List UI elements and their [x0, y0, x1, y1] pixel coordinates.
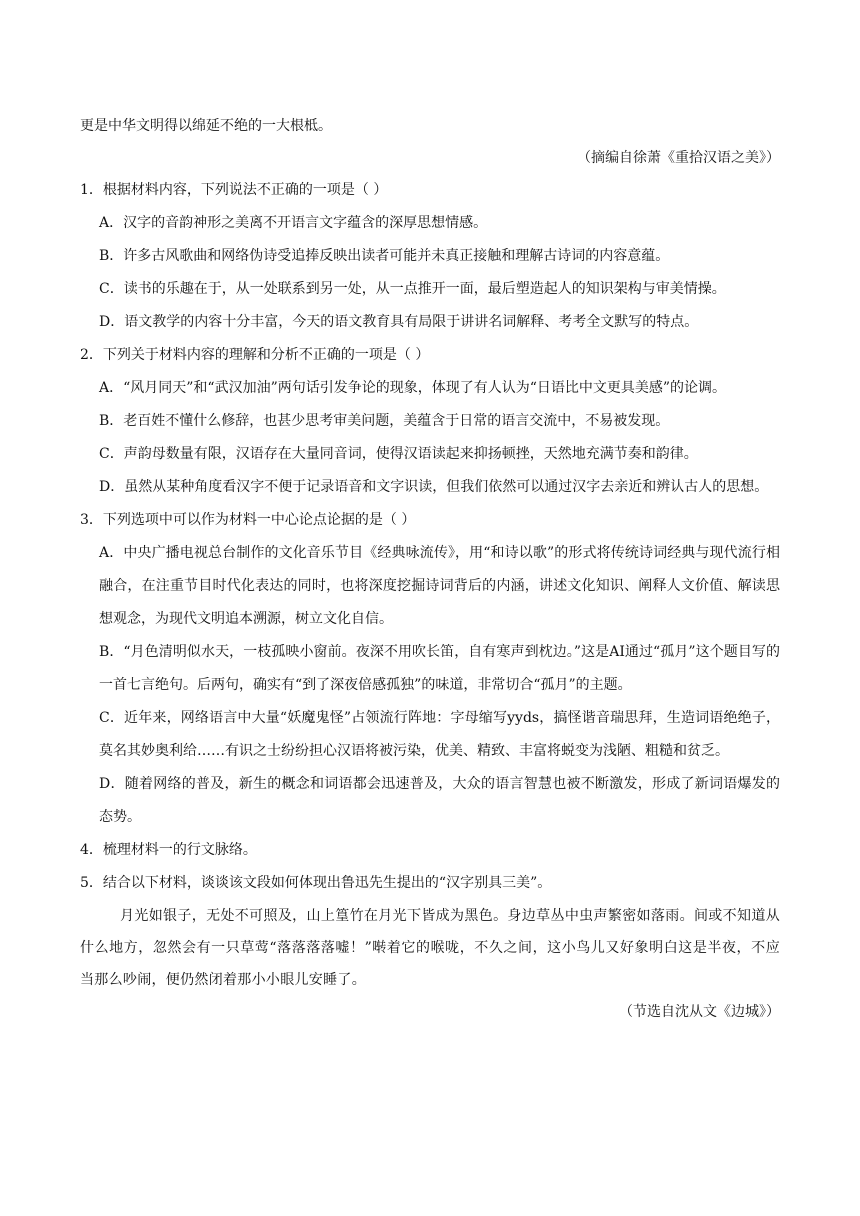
- question-stem: 3．下列选项中可以作为材料一中心论点论据的是（ ）: [80, 512, 416, 528]
- option-a: A．汉字的音韵神形之美离不开语言文字蕴含的深厚思想情感。: [99, 215, 488, 231]
- document-body: [80, 110, 780, 1028]
- material-source: （摘编自徐萧《重拾汉语之美》）: [577, 150, 780, 166]
- option-c: C．读书的乐趣在于，从一处联系到另一处，从一点推开一面，最后塑造起人的知识架构与审美情操。: [99, 281, 726, 297]
- option-c: C．近年来，网络语言中大量“妖魔鬼怪”占领流行阵地：字母缩写yyds，搞怪谐音瑞思拜，生造词语绝绝子，莫名其妙奥利给……有识之士纷纷担心汉语将被污染，优美、精致、丰富将蜕变为浅陋、粗糙和贫乏。: [99, 710, 780, 759]
- question-3: [80, 504, 780, 834]
- question-1: [80, 174, 780, 339]
- material-tail-text: 更是中华文明得以绵延不绝的一大根柢。: [80, 118, 332, 134]
- question-stem: 2．下列关于材料内容的理解和分析不正确的一项是（ ）: [80, 347, 430, 363]
- excerpt-text: 月光如银子，无处不可照及，山上篁竹在月光下皆成为黑色。身边草丛中虫声繁密如落雨。间或不知道从什么地方，忽然会有一只草莺“落落落落嘘！”啭着它的喉咙，不久之间，这小鸟儿又好象明白这是半夜，不应当那么吵闹，便仍然闭着那小小眼儿安睡了。: [80, 908, 780, 988]
- option-d: D．语文教学的内容十分丰富，今天的语文教育具有局限于讲讲名词解释、考考全文默写的特点。: [99, 314, 699, 330]
- option-c: C．声韵母数量有限，汉语存在大量同音词，使得汉语读起来抑扬顿挫，天然地充满节奏和韵律。: [99, 446, 698, 462]
- question-5: [80, 867, 780, 900]
- option-b: B．老百姓不懂什么修辞，也甚少思考审美问题，美蕴含于日常的语言交流中，不易被发现。: [99, 413, 670, 429]
- option-a: A．“风月同天”和“武汉加油”两句话引发争论的现象，体现了有人认为“日语比中文更具美感”的论调。: [99, 380, 727, 396]
- option-b: B．“月色清明似水天，一枝孤映小窗前。夜深不用吹长笛，自有寒声到枕边。”这是AI通过“孤月”这个题目写的一首七言绝句。后两句，确实有“到了深夜倍感孤独”的味道，非常切合“孤月”的主题。: [99, 644, 780, 693]
- question-stem: 4．梳理材料一的行文脉络。: [80, 842, 257, 858]
- option-a: A．中央广播电视总台制作的文化音乐节目《经典咏流传》，用“和诗以歌”的形式将传统诗词经典与现代流行相融合，在注重节目时代化表达的同时，也将深度挖掘诗词背后的内涵，讲述文化知识、阐释人文价值、解读思想观念，为现代文明追本溯源，树立文化自信。: [99, 545, 780, 627]
- option-d: D．随着网络的普及，新生的概念和词语都会迅速普及，大众的语言智慧也被不断激发，形成了新词语爆发的态势。: [99, 776, 780, 825]
- question-stem: 1．根据材料内容，下列说法不正确的一项是（ ）: [80, 182, 388, 198]
- excerpt-source: （节选自沈从文《边城》）: [619, 1004, 780, 1020]
- option-b: B．许多古风歌曲和网络伪诗受追捧反映出读者可能并未真正接触和理解古诗词的内容意蕴。: [99, 248, 670, 264]
- question-stem: 5．结合以下材料，谈谈该文段如何体现出鲁迅先生提出的“汉字别具三美”。: [80, 875, 552, 891]
- question-4: [80, 834, 780, 867]
- option-d: D．虽然从某种角度看汉字不便于记录语音和文字识读，但我们依然可以通过汉字去亲近和辨认古人的思想。: [99, 479, 769, 495]
- question-2: [80, 339, 780, 504]
